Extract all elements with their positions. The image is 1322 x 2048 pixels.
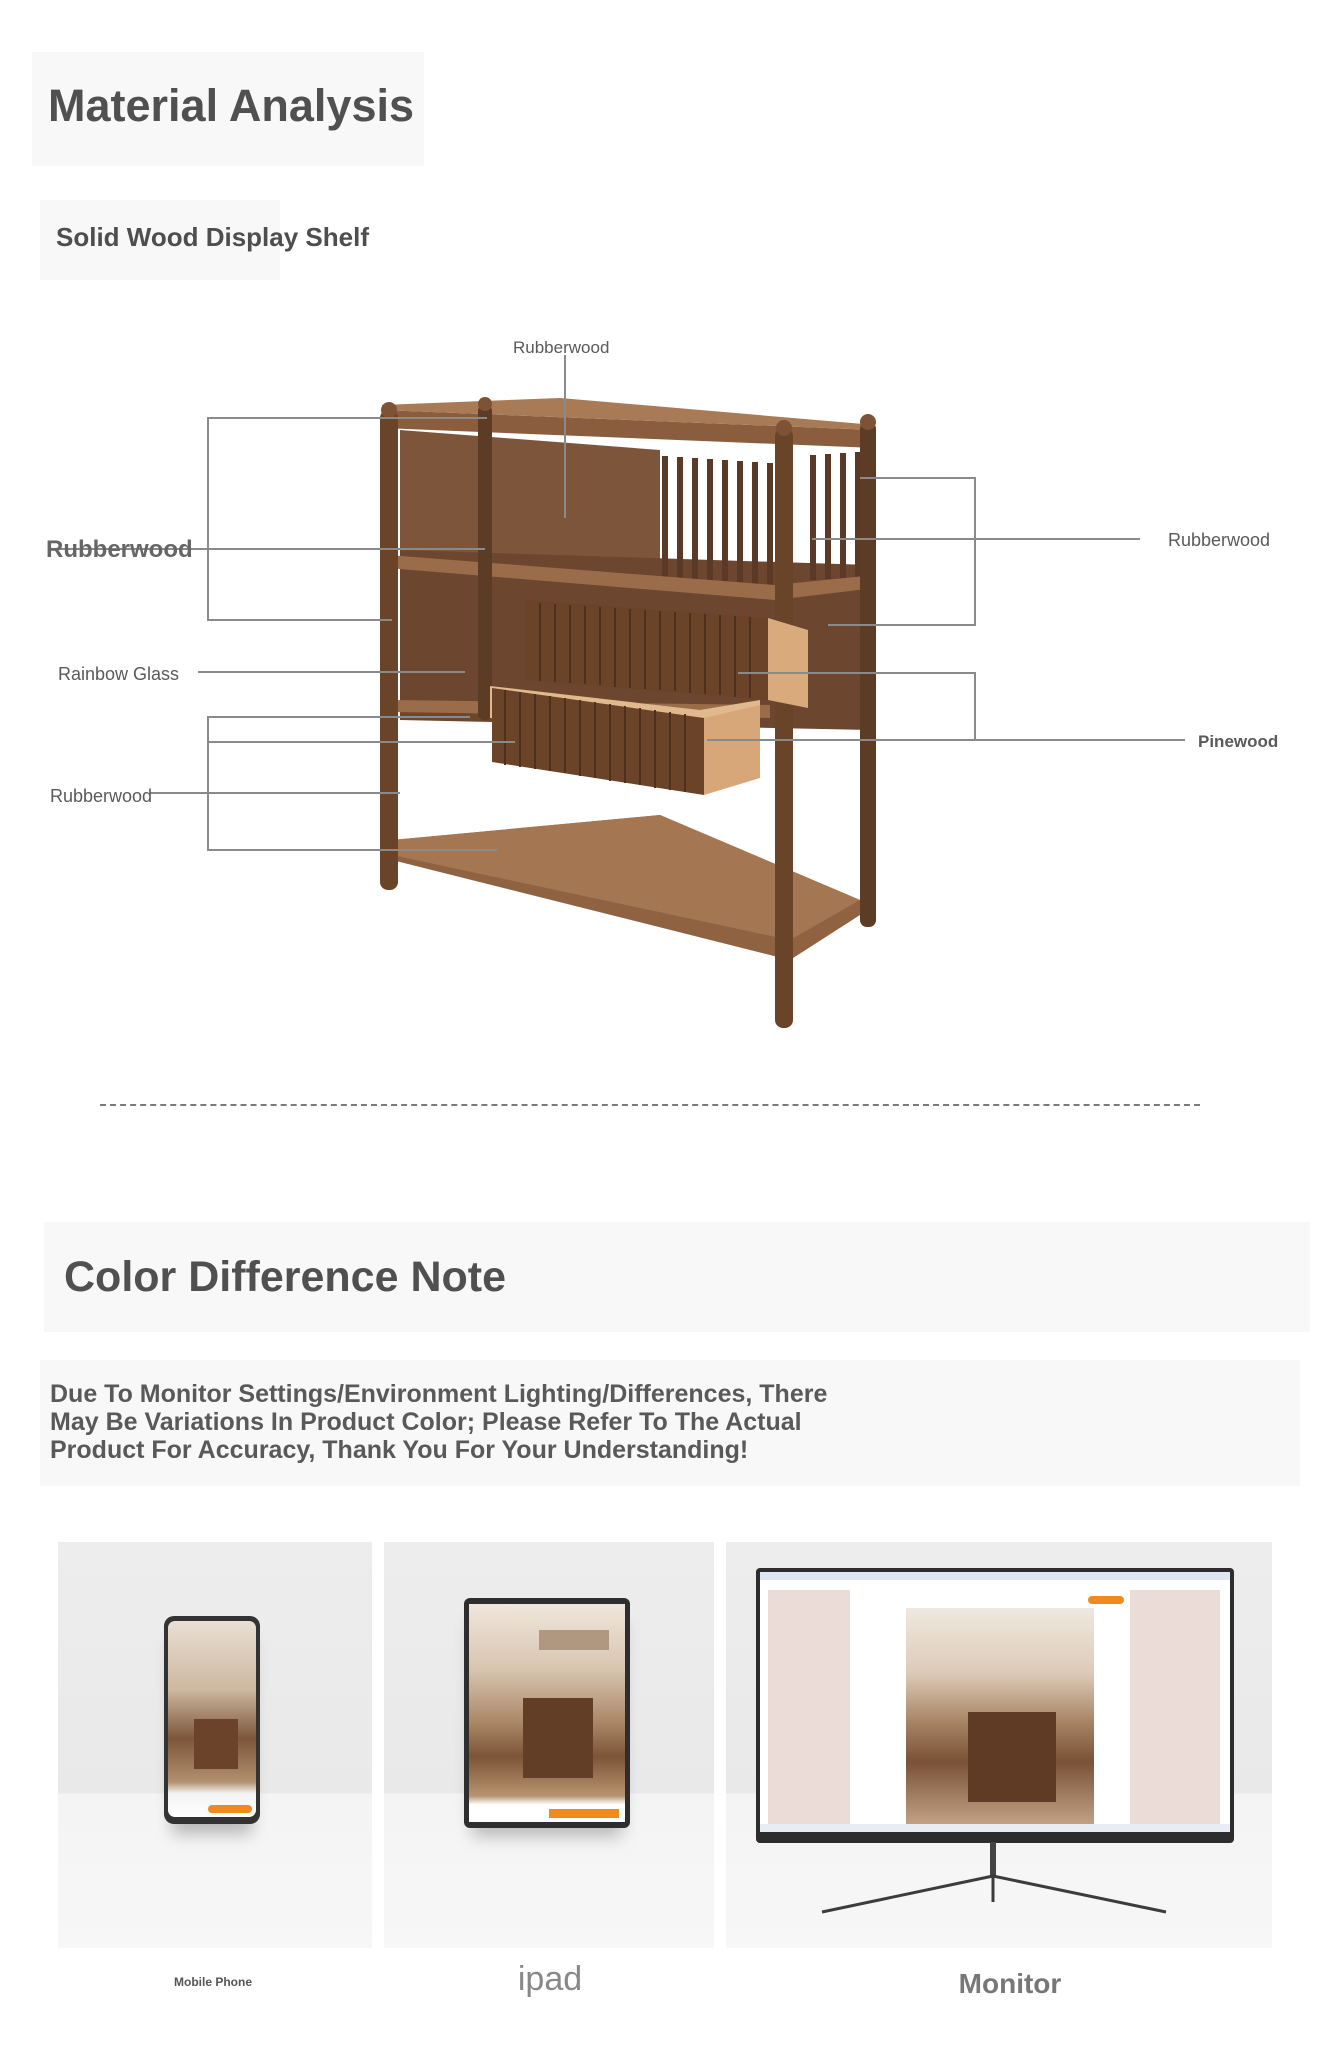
callout-right-pinewood: Pinewood bbox=[1198, 732, 1279, 751]
callout-left-lower-rubberwood: Rubberwood bbox=[50, 786, 153, 806]
phone-buy-bar bbox=[208, 1805, 252, 1813]
callout-right-upper-rubberwood: Rubberwood bbox=[1168, 530, 1271, 550]
ipad-wall-panel bbox=[539, 1630, 609, 1650]
monitor-stand-legs bbox=[816, 1872, 1176, 1922]
monitor-panel bbox=[726, 1542, 1272, 1948]
phone-device bbox=[164, 1616, 260, 1824]
callout-top-rubberwood: Rubberwood bbox=[513, 338, 610, 357]
phone-panel bbox=[58, 1542, 372, 1948]
callout-rainbow-glass: Rainbow Glass bbox=[58, 664, 180, 684]
note-line-1: Due To Monitor Settings/Environment Lighting/Differences, There bbox=[50, 1380, 828, 1408]
ipad-device bbox=[464, 1598, 630, 1828]
note-line-2: May Be Variations In Product Color; Please Refer To The Actual bbox=[50, 1408, 802, 1436]
monitor-product-image bbox=[906, 1608, 1094, 1828]
monitor-orange-button bbox=[1088, 1596, 1124, 1604]
ipad-panel bbox=[384, 1542, 714, 1948]
ipad-shelf-image bbox=[523, 1698, 593, 1778]
monitor-screen bbox=[760, 1572, 1230, 1832]
note-line-3: Product For Accuracy, Thank You For Your Understanding! bbox=[50, 1436, 749, 1464]
caption-mobile-phone: Mobile Phone bbox=[174, 1975, 252, 1989]
page-left-bg bbox=[768, 1590, 850, 1824]
caption-ipad: ipad bbox=[517, 1960, 583, 1998]
section-title: Color Difference Note bbox=[64, 1253, 507, 1301]
monitor-shelf bbox=[968, 1712, 1056, 1802]
shelf-diagram bbox=[0, 300, 1322, 1040]
caption-monitor: Monitor bbox=[958, 1968, 1062, 1999]
ipad-buy-bar bbox=[549, 1809, 619, 1818]
taskbar bbox=[760, 1824, 1230, 1832]
phone-screen bbox=[168, 1621, 256, 1817]
ipad-screen bbox=[469, 1604, 625, 1822]
page-title: Material Analysis bbox=[48, 80, 414, 131]
product-name: Solid Wood Display Shelf bbox=[56, 222, 369, 252]
shelf-illustration bbox=[380, 397, 876, 1028]
browser-tabs bbox=[760, 1572, 1230, 1580]
page-right-bg bbox=[1130, 1590, 1220, 1824]
monitor-device bbox=[756, 1568, 1234, 1843]
section-divider bbox=[100, 1104, 1200, 1106]
callout-left-upper-rubberwood: Rubberwood bbox=[46, 536, 193, 563]
phone-shelf-image bbox=[194, 1719, 238, 1769]
